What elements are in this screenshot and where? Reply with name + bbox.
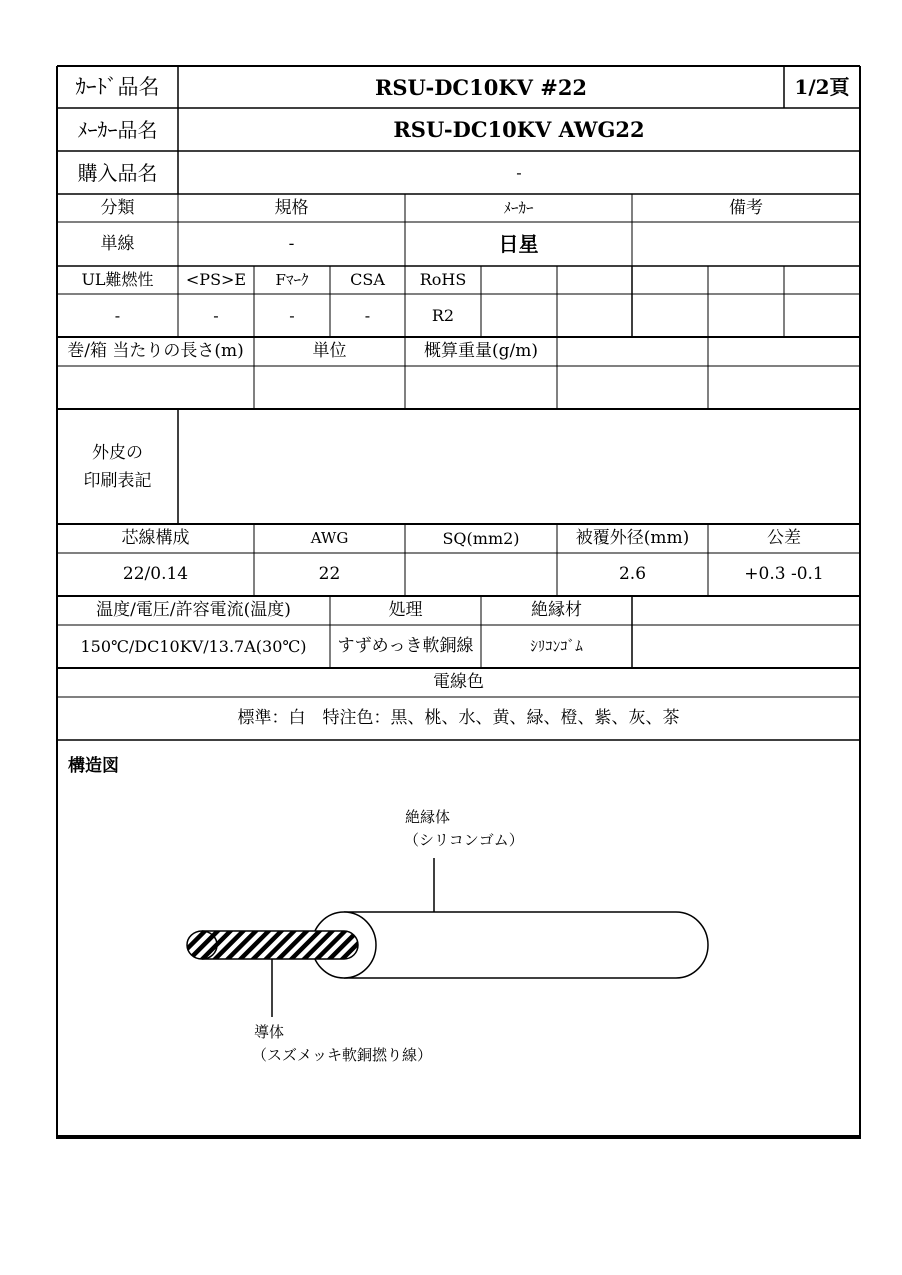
pse-value: - [213,305,219,325]
page-number: 1/2頁 [794,75,850,99]
outer-diameter-header: 被覆外径(mm) [575,528,690,548]
maker-value: 日星 [498,232,539,256]
maker-header: ﾒｰｶｰ [503,198,534,217]
maker-name-label: ﾒｰｶｰ品名 [77,117,158,142]
unit-header: 単位 [312,341,347,361]
sq-header: SQ(mm2) [442,528,520,548]
conductor-strands [187,931,360,959]
insulation-material-value: ｼﾘｺﾝｺﾞﾑ [530,637,583,655]
insulator-label: 絶縁体 [405,808,451,826]
purchase-name-value: - [516,162,522,182]
tolerance-value: +0.3 -0.1 [744,564,824,584]
conductor-label: 導体 [254,1023,285,1041]
print-marking-label-line2: 印刷表記 [83,470,152,491]
f-mark-value: - [289,305,295,325]
conductor-material-label: （スズメッキ軟銅撚り線） [252,1046,433,1064]
tolerance-header: 公差 [767,528,801,548]
csa-value: - [364,305,371,325]
rohs-header: RoHS [419,270,467,289]
card-name-value: RSU-DC10KV #22 [374,74,588,100]
insulation-material-header: 絶縁材 [531,600,582,620]
insulator-jacket [312,912,708,978]
rohs-value: R2 [431,305,455,325]
core-construction-value: 22/0.14 [122,564,189,584]
awg-header: AWG [310,529,349,547]
csa-header: CSA [350,270,385,289]
standard-value: - [288,233,295,254]
wire-color-value: 標準：白 特注色：黒、桃、水、黄、緑、橙、紫、灰、茶 [237,708,680,728]
f-mark-header: Fﾏｰｸ [275,270,309,289]
treatment-value: すずめっき軟銅線 [337,636,474,656]
rating-value: 150℃/DC10KV/13.7A(30℃) [80,636,307,656]
pse-header: <PS>E [185,270,247,289]
ul-flame-value: - [114,305,121,325]
standard-header: 規格 [274,197,309,218]
maker-name-value: RSU-DC10KV AWG22 [393,117,645,142]
print-marking-label-line1: 外皮の [92,442,143,463]
purchase-name-label: 購入品名 [77,160,158,185]
insulator-material-label: （シリコンゴム） [404,831,524,849]
remarks-header: 備考 [729,197,763,218]
card-name-label: ｶｰﾄﾞ品名 [75,74,160,99]
rating-header: 温度/電圧/許容電流(温度) [96,600,291,620]
classification-header: 分類 [100,197,135,218]
wire-color-label: 電線色 [433,672,484,692]
classification-value: 単線 [100,233,135,254]
ul-flame-header: UL難燃性 [81,270,154,289]
approx-weight-header: 概算重量(g/m) [424,341,538,361]
outer-diameter-value: 2.6 [618,564,647,584]
treatment-header: 処理 [388,600,423,620]
length-per-reel-header: 巻/箱 当たりの長さ(m) [67,341,244,361]
awg-value: 22 [318,564,341,584]
diagram-title: 構造図 [68,756,119,776]
core-construction-header: 芯線構成 [121,528,190,548]
